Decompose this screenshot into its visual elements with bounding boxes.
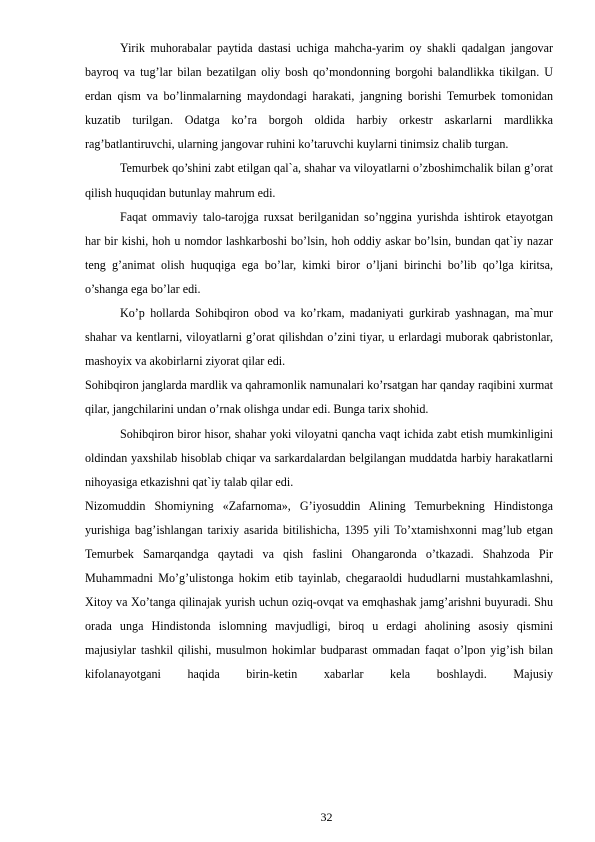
paragraph-4: Ko’p hollarda Sohibqiron obod va ko’rkam, madaniyati gurkirab yashnagan, ma`mur shahar va kentlarni, viloyatlarni g’orat qilishdan o’zini tiyar, u erlardagi muborak qabristonlar, mashoyix va akobirlarni ziyorat qilar edi. <box>85 306 553 369</box>
page-body <box>85 36 553 687</box>
paragraph-3: Faqat ommaviy talo-tarojga ruxsat berilganidan so’nggina yurishda ishtirok etayotgan har bir kishi, hoh u nomdor lashkarboshi bo’lsin, hoh oddiy askar bo’lsin, bundan qat`iy nazar teng g’animat olish huquqiga ega bo’lar, kimki biror o’ljani birinchi bo’lib qo’lga kiritsa, o’shanga ega bo’lar edi. <box>85 209 553 296</box>
page-number: 32 <box>320 810 333 824</box>
paragraph-7: Nizomuddin Shomiyning «Zafarnoma», G’iyosuddin Alining Temurbekning Hindistonga yurishiga bag’ishlangan tarixiy asarida bitilishicha, 1395 yili To’xtamishxonni mag’lub etgan Temurbek Samarqandga qaytadi va qish faslini Ohangaronda o’tkazadi. Shahzoda Pir Muhammadni Mo’g’ulistonga hokim etib tayinlab, chegaraoldi hududlarni mustahkamlashni, Xitoy va Xo’tanga qilinajak yurish uchun oziq-ovqat va emqhashak jamg’arishni buyuradi. Shu orada unga Hindistonda islomning mavjudligi, biroq u erdagi aholining asosiy qismini majusiylar tashkil qilishi, musulmon hokimlar budparast ommadan faqat o’lpon yig’ish bilan kifolanayotgani haqida birin-ketin xabarlar kela boshlaydi. Majusiy <box>85 498 553 682</box>
paragraph-1: Yirik muhorabalar paytida dastasi uchiga mahcha-yarim oy shakli qadalgan jangovar bayroq va tug’lar bilan bezatilgan oliy bosh qo’mondonning borgohi balandlikka tikilgan. U erdan qism va bo’linmalarning maydondagi harakati, jangning borishi Temurbek tomonidan kuzatib turilgan. Odatga ko’ra borgoh oldida harbiy orkestr askarlarni mardlikka rag’batlantiruvchi, ularning jangovar ruhini ko’taruvchi kuylarni tinimsiz chalib turgan. <box>85 41 553 152</box>
paragraph-6: Sohibqiron biror hisor, shahar yoki viloyatni qancha vaqt ichida zabt etish mumkinligini oldindan yaxshilab hisoblab chiqar va sarkardalardan belgilangan muddatda harbiy harakatlarni nihoyasiga etkazishni qat`iy talab qilar edi. <box>85 426 553 489</box>
paragraph-2: Temurbek qo’shini zabt etilgan qal`a, shahar va viloyatlarni o’zboshimchalik bilan g’orat qilish huquqidan butunlay mahrum edi. <box>85 161 553 200</box>
paragraph-5: Sohibqiron janglarda mardlik va qahramonlik namunalari ko’rsatgan har qanday raqibini xurmat qilar, jangchilarini undan o’rnak olishga undar edi. Bunga tarix shohid. <box>85 378 553 417</box>
